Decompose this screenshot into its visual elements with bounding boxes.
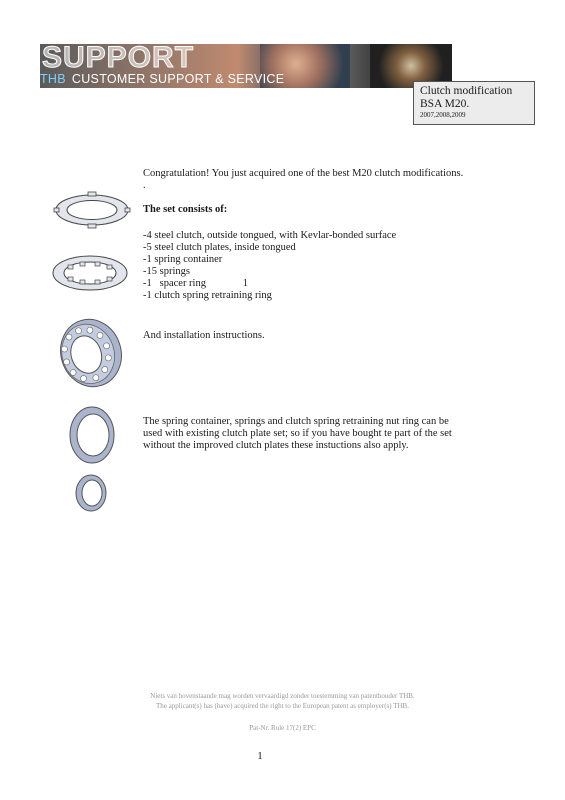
banner-brand: THB: [40, 72, 66, 86]
footer-line-dutch: Niets van hovenstaande mag worden vervaardigd zonder toestemming van patenthouder THB.: [150, 692, 415, 700]
spring-container-icon: [50, 316, 132, 390]
list-item: -1 clutch spring retraining ring: [143, 290, 272, 301]
list-item: -4 steel clutch, outside tongued, with Kevlar-bonded surface: [143, 230, 397, 241]
set-heading: The set consists of:: [143, 204, 228, 215]
list-item: -1 spring container: [143, 254, 223, 265]
title-line-2: BSA M20.: [420, 98, 470, 110]
list-item: -15 springs: [143, 266, 190, 277]
footer-line-english: The applicant(s) has (have) acquired the right to the European patent as employer(s) THB.: [156, 702, 409, 710]
note-line: used with existing clutch plate set; so if you have bought te part of the set: [143, 428, 452, 439]
spacer-ring-icon: [64, 404, 120, 466]
banner-subtitle-text: CUSTOMER SUPPORT & SERVICE: [71, 72, 285, 86]
intro-text: Congratulation! You just acquired one of the best M20 clutch modifications.: [143, 168, 464, 179]
list-item: -5 steel clutch plates, inside tongued: [143, 242, 296, 253]
page-number: 1: [257, 750, 263, 762]
note-line: The spring container, springs and clutch spring retraining nut ring can be: [143, 416, 449, 427]
outer-tongued-plate-icon: [52, 188, 132, 232]
banner-subtitle: [40, 72, 284, 86]
note-line: without the improved clutch plates these instuctions also apply.: [143, 440, 409, 451]
banner-title: SUPPORT: [42, 44, 195, 74]
list-item: -1 spacer ring 1: [143, 278, 248, 289]
retaining-ring-icon: [72, 472, 110, 514]
support-banner: [40, 44, 452, 88]
intro-dot: .: [143, 180, 146, 191]
inner-tongued-plate-icon: [50, 250, 130, 296]
footer-patent-rule: Pat-Nr. Rule 17(2) EPC: [249, 724, 316, 732]
title-line-1: Clutch modification: [420, 85, 513, 97]
document-title-box: [413, 81, 535, 125]
title-years: 2007,2008,2009: [420, 111, 466, 119]
installation-text: And installation instructions.: [143, 330, 265, 341]
